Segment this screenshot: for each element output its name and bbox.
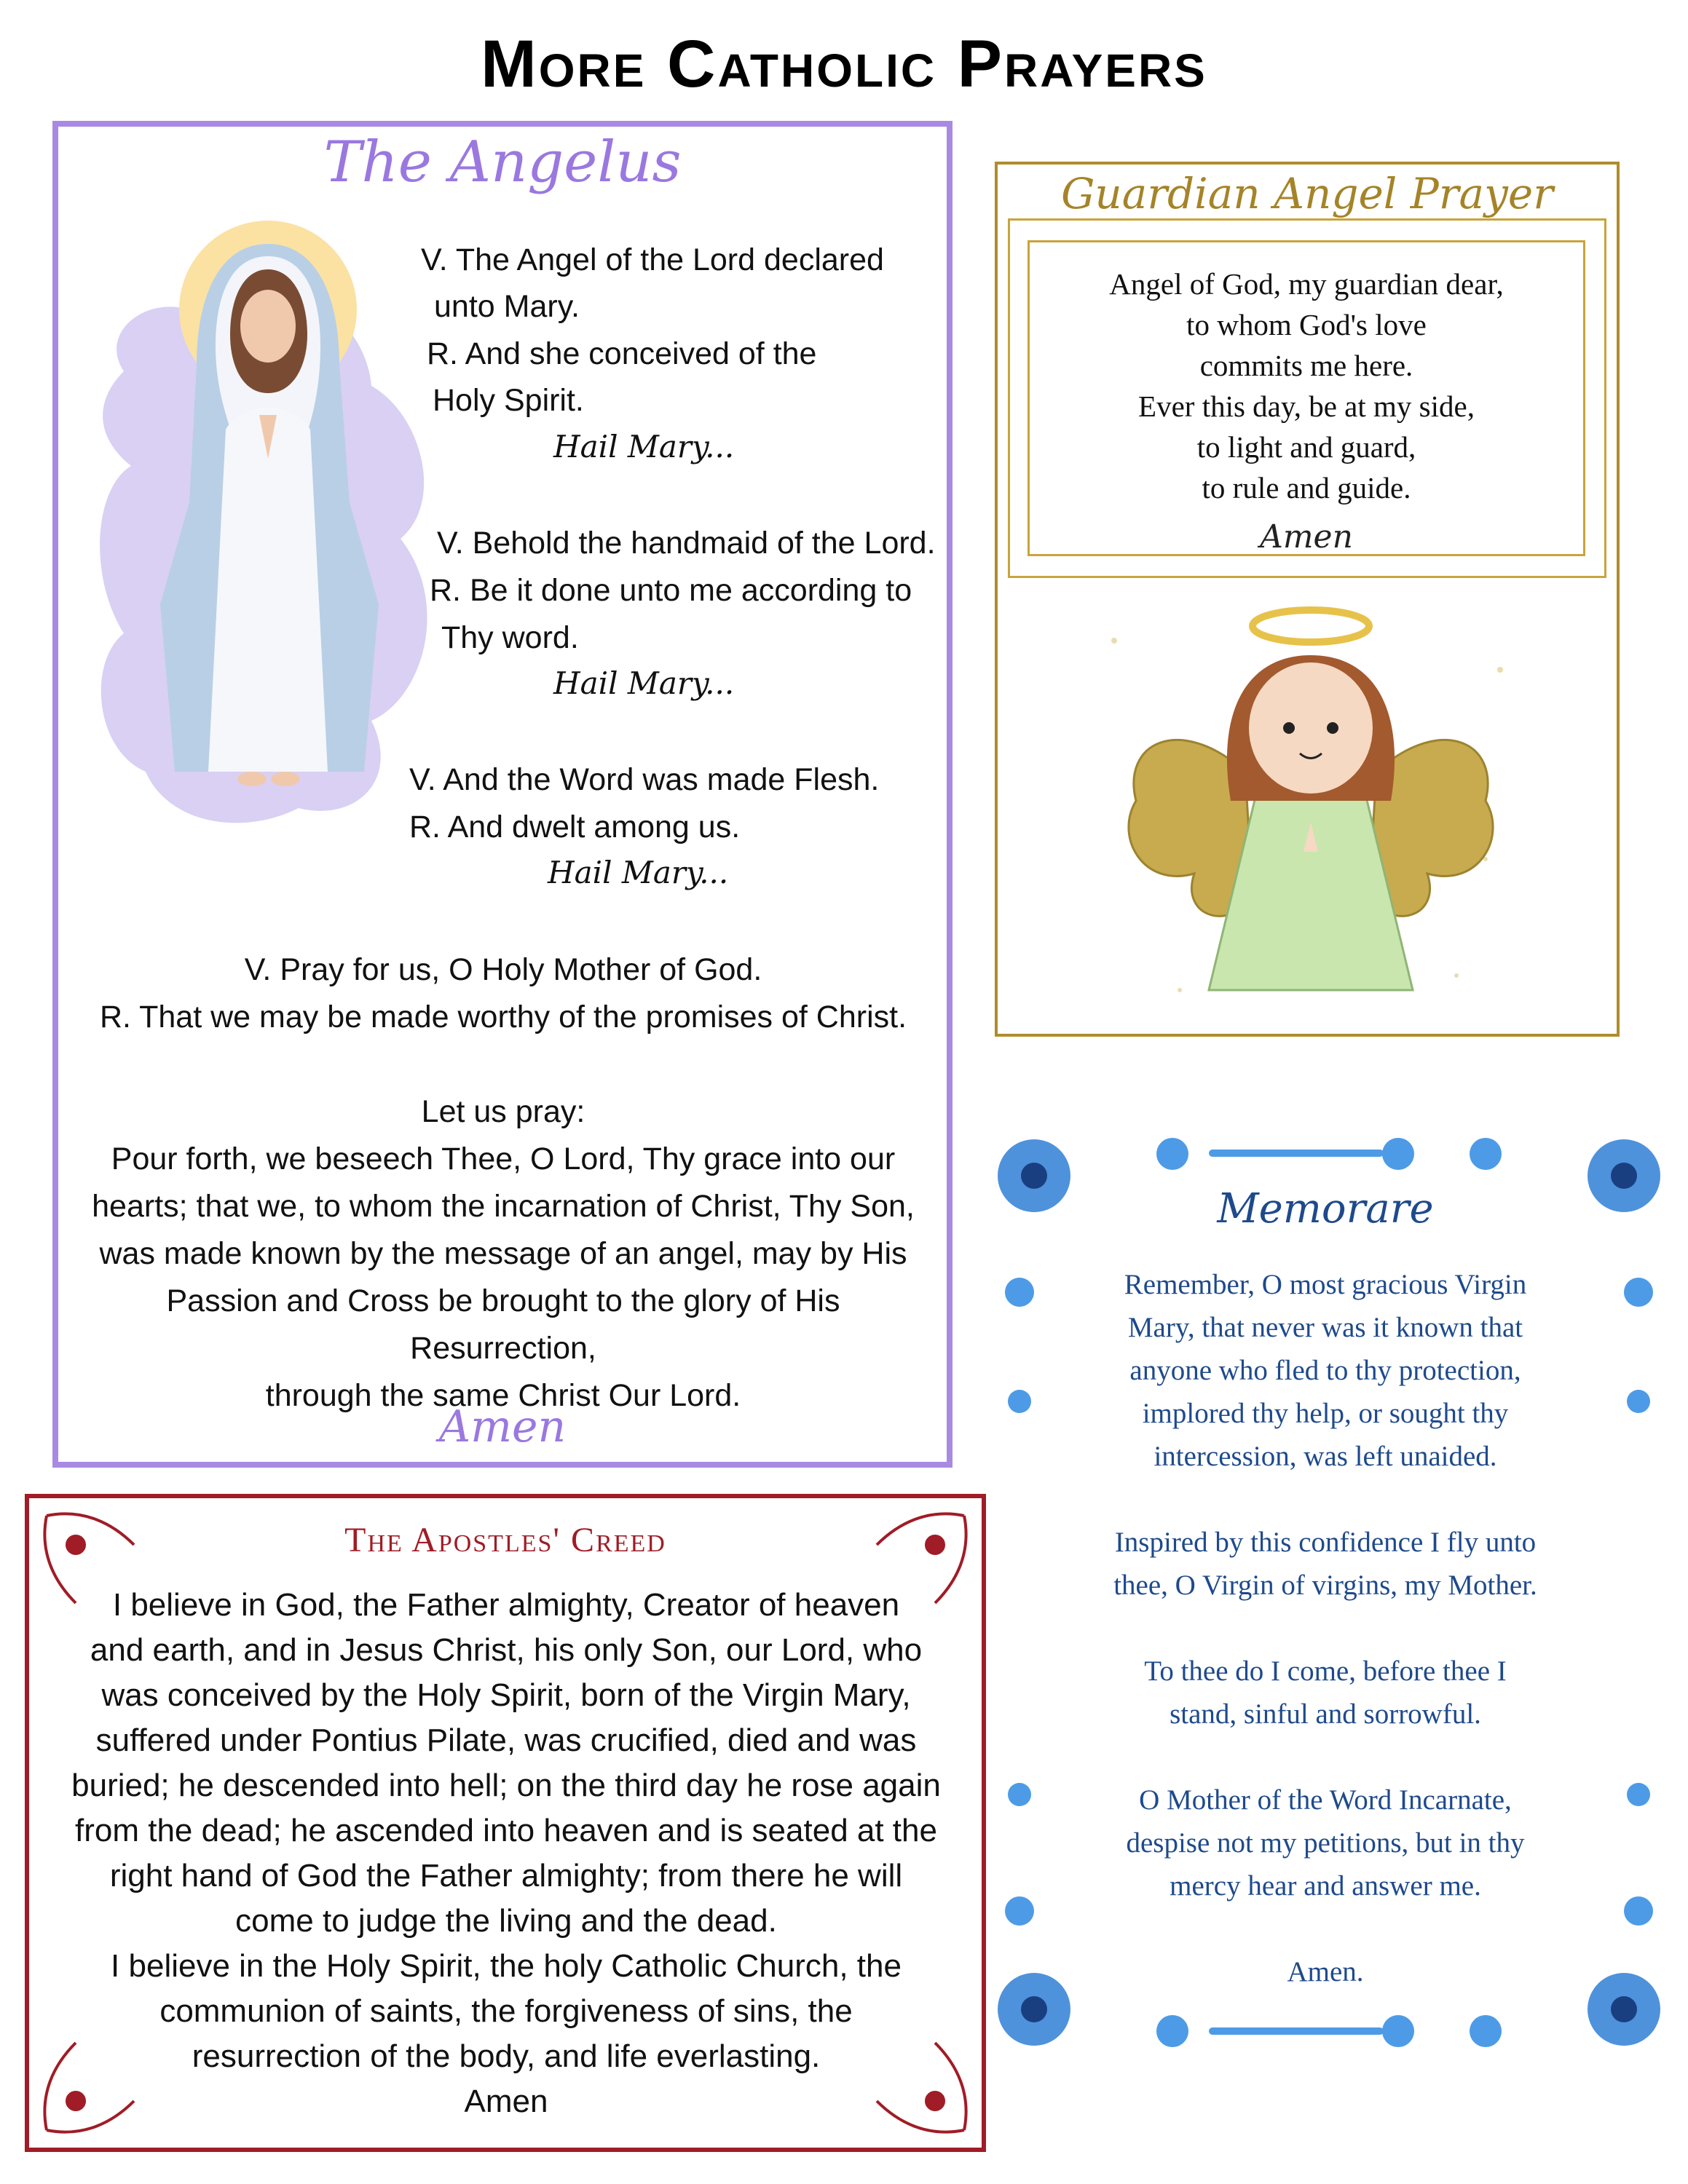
angelus-prayer-line: hearts; that we, to whom the incarnation of Christ, Thy Son, bbox=[92, 1189, 915, 1224]
creed-prayer bbox=[51, 1583, 961, 2124]
angel-face bbox=[1249, 662, 1373, 794]
angelus-prayer-line: Pour forth, we beseech Thee, O Lord, Thy grace into our bbox=[111, 1142, 896, 1176]
creed-line: from the dead; he ascended into heaven and is seated at the bbox=[75, 1813, 937, 1848]
angelus-versicles bbox=[70, 946, 936, 1041]
left-foot bbox=[237, 772, 267, 786]
creed-line: resurrection of the body, and life everlasting. bbox=[192, 2038, 821, 2074]
creed-line: come to judge the living and the dead. bbox=[235, 1903, 777, 1939]
memorare-prayer bbox=[1019, 1263, 1631, 1993]
creed-line: buried; he descended into hell; on the third day he rose again bbox=[71, 1768, 941, 1803]
angelus-response: R. That we may be made worthy of the promises of Christ. bbox=[99, 1000, 907, 1034]
memorare-line: Inspired by this confidence I fly unto bbox=[1114, 1527, 1537, 1558]
memorare-line: implored thy help, or sought thy bbox=[1142, 1398, 1509, 1429]
face bbox=[240, 290, 296, 363]
guardian-line: to light and guard, bbox=[1196, 430, 1416, 464]
guardian-prayer bbox=[1028, 264, 1585, 508]
creed-line: was conceived by the Holy Spirit, born of the Virgin Mary, bbox=[101, 1677, 911, 1713]
creed-amen: Amen bbox=[464, 2084, 548, 2119]
memorare-line: O Mother of the Word Incarnate, bbox=[1139, 1784, 1512, 1816]
angelus-line-7: Thy word. bbox=[441, 620, 579, 655]
vine-bottom bbox=[1156, 2015, 1502, 2047]
angel-left-eye bbox=[1283, 722, 1295, 734]
angelus-title: The Angelus bbox=[323, 130, 682, 195]
angelus-versicle: V. Pray for us, O Holy Mother of God. bbox=[244, 952, 762, 987]
guardian-title: Guardian Angel Prayer bbox=[1061, 169, 1553, 218]
creed-line: right hand of God the Father almighty; from there he will bbox=[109, 1858, 903, 1894]
creed-line: I believe in God, the Father almighty, Creator of heaven bbox=[112, 1587, 900, 1623]
guardian-line: Angel of God, my guardian dear, bbox=[1109, 267, 1504, 301]
memorare-line: Remember, O most gracious Virgin bbox=[1124, 1269, 1527, 1300]
angelus-line-9: R. And dwelt among us. bbox=[409, 810, 741, 844]
angel-halo bbox=[1253, 610, 1369, 642]
memorare-line: To thee do I come, before thee I bbox=[1144, 1655, 1507, 1687]
memorare-spacer bbox=[1019, 1736, 1631, 1779]
angelus-line-6: R. Be it done unto me according to bbox=[430, 573, 912, 608]
angelus-line-1: V. The Angel of the Lord declared bbox=[421, 242, 884, 277]
memorare-amen: Amen. bbox=[1287, 1956, 1364, 1987]
guardian-line: commits me here. bbox=[1199, 349, 1413, 382]
angel-right-eye bbox=[1327, 722, 1338, 734]
memorare-title: Memorare bbox=[1217, 1185, 1434, 1233]
creed-line: and earth, and in Jesus Christ, his only Son, our Lord, who bbox=[90, 1632, 923, 1668]
memorare-line: thee, O Virgin of virgins, my Mother. bbox=[1113, 1570, 1537, 1601]
page-title: More Catholic Prayers bbox=[481, 27, 1207, 101]
angelus-line-4: Holy Spirit. bbox=[433, 383, 584, 418]
angelus-prayer-line: was made known by the message of an angel, may by His bbox=[99, 1236, 907, 1271]
angelus-hail-mary-1: Hail Mary... bbox=[553, 429, 735, 464]
memorare-spacer bbox=[1019, 1907, 1631, 1950]
angelus-prayer-line: Passion and Cross be brought to the glory of His Resurrection, bbox=[166, 1283, 840, 1366]
creed-title: The Apostles' Creed bbox=[344, 1521, 666, 1559]
angel-illustration bbox=[1092, 582, 1529, 1019]
memorare-line: stand, sinful and sorrowful. bbox=[1170, 1698, 1481, 1730]
memorare-spacer bbox=[1019, 1478, 1631, 1521]
mary-illustration bbox=[80, 197, 459, 837]
guardian-line: Ever this day, be at my side, bbox=[1138, 389, 1475, 423]
guardian-line: to whom God's love bbox=[1186, 308, 1427, 341]
creed-line: suffered under Pontius Pilate, was crucified, died and was bbox=[95, 1722, 917, 1758]
angelus-line-5: V. Behold the handmaid of the Lord. bbox=[437, 526, 936, 561]
memorare-line: anyone who fled to thy protection, bbox=[1129, 1355, 1521, 1386]
memorare-line: despise not my petitions, but in thy bbox=[1126, 1827, 1525, 1859]
creed-line: communion of saints, the forgiveness of sins, the bbox=[159, 1993, 853, 2029]
creed-line: I believe in the Holy Spirit, the holy Catholic Church, the bbox=[111, 1948, 902, 1984]
angelus-line-8: V. And the Word was made Flesh. bbox=[409, 762, 880, 797]
angelus-line-2: unto Mary. bbox=[434, 289, 580, 324]
memorare-line: mercy hear and answer me. bbox=[1170, 1870, 1481, 1902]
angelus-prayer-line: Let us pray: bbox=[421, 1094, 585, 1129]
memorare-line: intercession, was left unaided. bbox=[1153, 1441, 1497, 1472]
vine-top bbox=[1156, 1138, 1502, 1170]
angelus-prayer-line: through the same Christ Our Lord. bbox=[265, 1378, 741, 1413]
white-robe bbox=[208, 408, 328, 772]
angelus-hail-mary-3: Hail Mary... bbox=[548, 855, 729, 890]
angelus-prayer bbox=[70, 1088, 936, 1420]
right-foot bbox=[271, 772, 300, 786]
guardian-amen: Amen bbox=[1260, 518, 1353, 555]
angelus-hail-mary-2: Hail Mary... bbox=[553, 665, 735, 701]
guardian-line: to rule and guide. bbox=[1202, 471, 1411, 505]
angelus-line-3: R. And she conceived of the bbox=[427, 336, 817, 371]
memorare-line: Mary, that never was it known that bbox=[1127, 1312, 1523, 1343]
angelus-amen: Amen bbox=[438, 1401, 567, 1452]
memorare-spacer bbox=[1019, 1607, 1631, 1650]
